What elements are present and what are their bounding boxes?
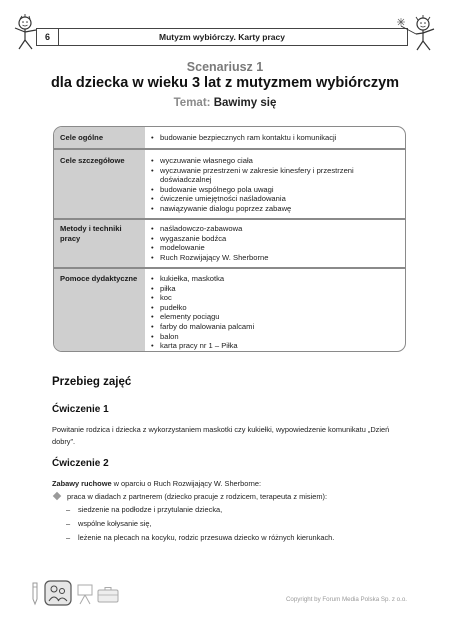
subitem-text: siedzenie na podłodze i przytulanie dziecka, (78, 505, 223, 514)
list-item: • Ruch Rozwijający W. Sherborne (151, 253, 397, 263)
list-item: • kukiełka, maskotka (151, 274, 397, 284)
list-item (66, 505, 222, 514)
dash-bullet-icon: – (66, 505, 71, 514)
dash-bullet-icon: – (66, 533, 71, 542)
scenario-label: Scenariusz 1 (186, 60, 264, 74)
subitem-text: leżenie na plecach na kocyku, rodzic przesuwa dziecko w różnych kierunkach. (78, 533, 335, 542)
goals-row-label: Pomoce dydaktyczne (60, 274, 138, 283)
goals-row-items (151, 133, 397, 143)
topic-line (0, 97, 450, 109)
row-divider (54, 218, 405, 220)
list-item: • piłka (151, 284, 397, 294)
page-header (8, 14, 442, 52)
list-item: • budowanie bezpiecznych ram kontaktu i komunikacji (151, 133, 397, 143)
exercise-1-title: Ćwiczenie 1 (52, 404, 109, 415)
kid-right-icon (396, 14, 438, 52)
list-item (66, 519, 152, 528)
running-title: Mutyzm wybiórczy. Karty pracy (159, 32, 285, 42)
list-item: • farby do malowania palcami (151, 322, 397, 332)
exercise-2-title: Ćwiczenie 2 (52, 458, 109, 469)
topic-label: Temat: (173, 97, 211, 109)
goals-row-items (151, 224, 397, 262)
exercise-2-lead-rest: w oparciu o Ruch Rozwijający W. Sherborne: (111, 479, 262, 488)
list-item: • wyczuwanie własnego ciała (151, 156, 397, 166)
page-title: dla dziecka w wieku 3 lat z mutyzmem wybiórczym (50, 75, 400, 91)
list-item: • balon (151, 332, 397, 342)
list-item: • wygaszanie bodźca (151, 234, 397, 244)
topic-value: Bawimy się (213, 97, 277, 109)
dash-bullet-icon: – (66, 519, 71, 528)
list-item: • koc (151, 293, 397, 303)
exercise-2-lead-bold: Zabawy ruchowe (52, 479, 112, 488)
list-item: • modelowanie (151, 243, 397, 253)
page-number: 6 (37, 29, 59, 45)
pencil-icon (28, 582, 42, 606)
briefcase-icon (97, 586, 119, 603)
list-item: • nawiązywanie dialogu poprzez zabawę (151, 204, 397, 214)
list-item (66, 533, 334, 542)
list-item: • budowanie wspólnego pola uwagi (151, 185, 397, 195)
subitem-text: wspólne kołysanie się, (78, 519, 152, 528)
goals-table (53, 126, 406, 352)
course-heading: Przebieg zajęć (52, 376, 132, 388)
goals-row-label: Cele szczegółowe (60, 156, 125, 165)
row-divider (54, 148, 405, 150)
goals-row-items (151, 274, 397, 351)
goals-row-label: Metody i techniki pracy (60, 224, 122, 243)
list-item: • pudełko (151, 303, 397, 313)
list-item: • elementy pociągu (151, 312, 397, 322)
copyright-text: Copyright by Forum Media Polska Sp. z o.o. (285, 596, 407, 603)
list-item: • karta pracy nr 1 – Piłka (151, 341, 397, 351)
exercise-1-text: Powitanie rodzica i dziecka z wykorzystaniem maskotki czy kukiełki, wypowiedzenie komunikatu „Dzień dobry”. (52, 425, 390, 446)
header-bar (36, 28, 408, 46)
diamond-bullet-icon (53, 492, 61, 500)
list-item: • ćwiczenie umiejętności naśladowania (151, 194, 397, 204)
goals-row-items (151, 156, 397, 214)
list-item: • naśladowczo-zabawowa (151, 224, 397, 234)
goals-row-label: Cele ogólne (60, 133, 104, 142)
row-divider (54, 267, 405, 269)
list-item: • wyczuwanie przestrzeni w zakresie kinesfery i przestrzeni doświadczalnej (151, 166, 397, 185)
easel-icon (76, 583, 94, 605)
exercise-2-lead (52, 479, 261, 488)
bullet-text: praca w diadach z partnerem (dziecko pracuje z rodzicem, terapeuta z misiem): (67, 492, 328, 501)
people-icon (44, 580, 72, 606)
list-item (52, 492, 327, 501)
